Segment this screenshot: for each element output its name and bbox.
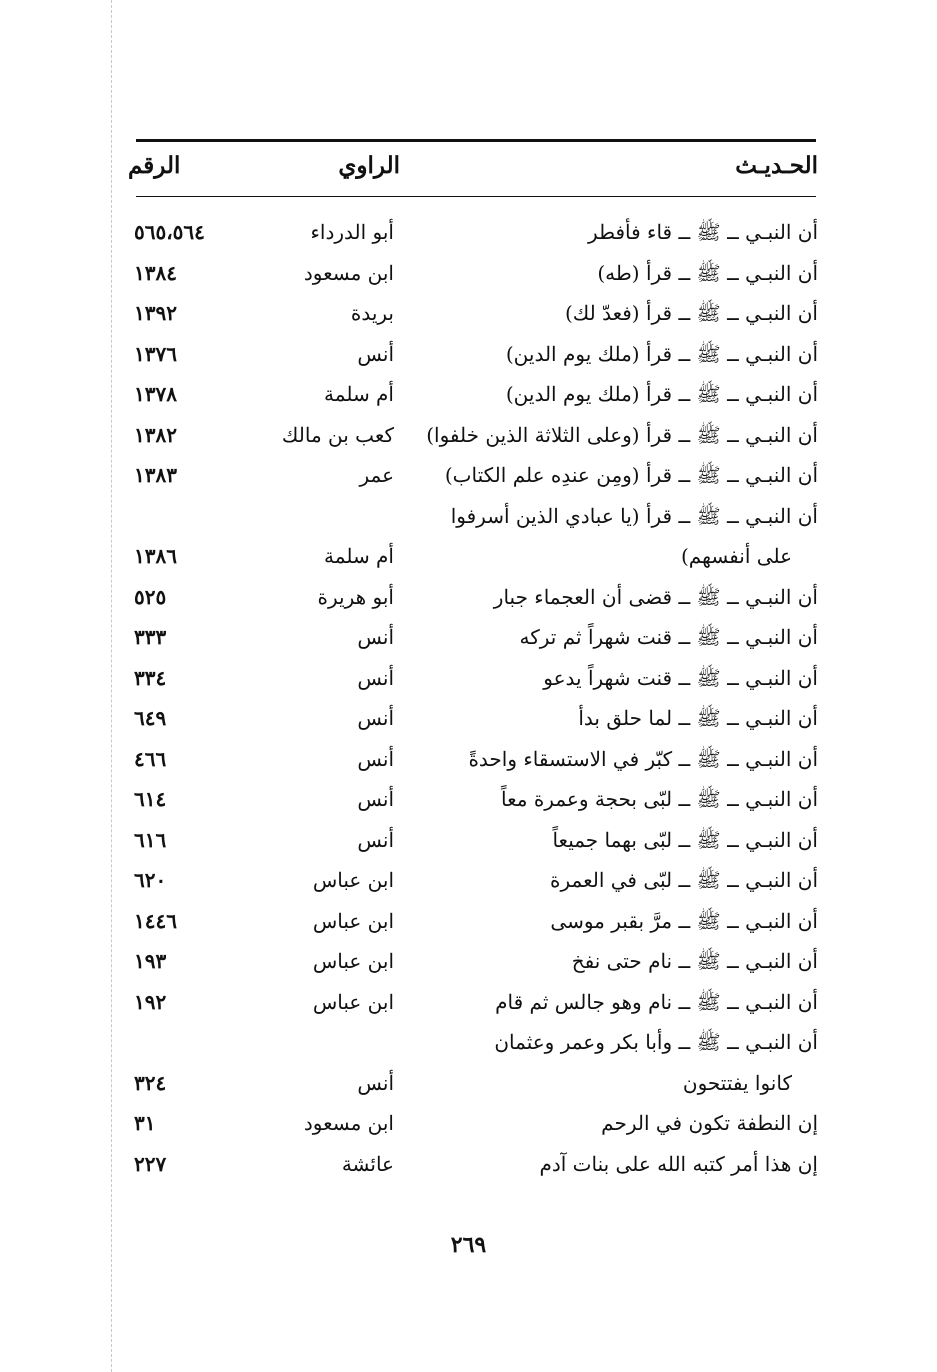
hadith-number: ٦١٤ bbox=[134, 787, 167, 811]
narrator-name: ابن عباس bbox=[312, 908, 394, 933]
hadith-text: أن النبـي ــ ﷺ ــ لما حلق بدأ bbox=[578, 706, 818, 730]
table-row bbox=[120, 619, 820, 660]
table-row bbox=[120, 538, 820, 579]
narrator-name: أنس bbox=[357, 1070, 394, 1095]
header-rule bbox=[136, 196, 816, 197]
narrator-name: ابن عباس bbox=[312, 989, 394, 1014]
hadith-number: ٦١٦ bbox=[134, 827, 167, 852]
table-row bbox=[120, 1065, 820, 1106]
table-row bbox=[120, 457, 820, 498]
table-row bbox=[120, 700, 820, 741]
page-fold-line bbox=[111, 0, 112, 1372]
page-number: ٢٦٩ bbox=[450, 1232, 487, 1258]
narrator-name: أنس bbox=[357, 625, 394, 649]
table-row bbox=[120, 417, 820, 458]
narrator-name: أبو هريرة bbox=[317, 584, 394, 609]
table-row bbox=[120, 1105, 820, 1146]
narrator-name: أم سلمة bbox=[324, 544, 394, 568]
table-row bbox=[120, 781, 820, 822]
table-row bbox=[120, 943, 820, 984]
hadith-number: ١٣٨٢ bbox=[134, 422, 177, 447]
table-row bbox=[120, 903, 820, 944]
hadith-number: ١٣٨٣ bbox=[134, 463, 177, 487]
hadith-text: أن النبـي ــ ﷺ ــ قرأ (طه) bbox=[597, 260, 818, 285]
hadith-number: ١٤٤٦ bbox=[134, 908, 177, 933]
hadith-text: أن النبـي ــ ﷺ ــ كبّر في الاستسقاء واحدةً bbox=[468, 746, 818, 771]
hadith-number: ٦٢٠ bbox=[134, 868, 167, 892]
hadith-text: أن النبـي ــ ﷺ ــ قضى أن العجماء جبار bbox=[493, 584, 818, 609]
narrator-name: بريدة bbox=[350, 301, 394, 325]
narrator-name: ابن عباس bbox=[312, 868, 394, 892]
table-row bbox=[120, 862, 820, 903]
narrator-name: ابن مسعود bbox=[303, 1111, 394, 1135]
header-number: الرقم bbox=[128, 152, 181, 179]
hadith-text: أن النبـي ــ ﷺ ــ وأبا بكر وعمر وعثمان bbox=[494, 1030, 818, 1054]
hadith-number: ١٩٢ bbox=[134, 989, 167, 1014]
table-row bbox=[120, 255, 820, 296]
hadith-text: أن النبـي ــ ﷺ ــ قرأ (ملك يوم الدين) bbox=[505, 382, 818, 406]
hadith-text: إن هذا أمر كتبه الله على بنات آدم bbox=[539, 1151, 818, 1176]
hadith-number: ١٩٣ bbox=[134, 949, 167, 973]
table-row bbox=[120, 336, 820, 377]
hadith-text: أن النبـي ــ ﷺ ــ قنت شهراً يدعو bbox=[543, 665, 818, 690]
narrator-name: أم سلمة bbox=[324, 382, 394, 406]
narrator-name: أنس bbox=[357, 787, 394, 811]
table-row bbox=[120, 984, 820, 1025]
hadith-text: أن النبـي ــ ﷺ ــ لبّى بحجة وعمرة معاً bbox=[501, 787, 818, 811]
narrator-name: أنس bbox=[357, 706, 394, 730]
hadith-number: ٣٣٣ bbox=[134, 625, 167, 649]
hadith-text: أن النبـي ــ ﷺ ــ قنت شهراً ثم تركه bbox=[519, 625, 818, 649]
narrator-name: عمر bbox=[359, 463, 394, 487]
table-row bbox=[120, 1146, 820, 1187]
narrator-name: عائشة bbox=[341, 1151, 394, 1176]
hadith-text: أن النبـي ــ ﷺ ــ قرأ (فعدّ لك) bbox=[564, 301, 818, 325]
hadith-number: ١٣٧٨ bbox=[134, 382, 177, 406]
hadith-text: أن النبـي ــ ﷺ ــ قرأ (ملك يوم الدين) bbox=[505, 341, 818, 366]
table-row bbox=[120, 741, 820, 782]
hadith-number: ١٣٧٦ bbox=[134, 341, 177, 366]
table-row bbox=[120, 376, 820, 417]
table-row bbox=[120, 660, 820, 701]
hadith-text: أن النبـي ــ ﷺ ــ لبّى بهما جميعاً bbox=[552, 827, 818, 852]
hadith-text: أن النبـي ــ ﷺ ــ قرأ (ومِن عندِه علم الكتاب) bbox=[444, 463, 818, 487]
narrator-name: ابن عباس bbox=[312, 949, 394, 973]
hadith-text: إن النطفة تكون في الرحم bbox=[601, 1111, 818, 1135]
narrator-name: أبو الدرداء bbox=[310, 220, 394, 244]
hadith-text: أن النبـي ــ ﷺ ــ لبّى في العمرة bbox=[550, 868, 818, 892]
table-row bbox=[120, 498, 820, 539]
hadith-number: ٣٢٤ bbox=[134, 1070, 167, 1095]
header-narrator: الراوي bbox=[338, 152, 400, 179]
hadith-number: ١٣٨٤ bbox=[134, 260, 177, 285]
hadith-text: أن النبـي ــ ﷺ ــ نام وهو جالس ثم قام bbox=[495, 989, 818, 1014]
table-row bbox=[120, 1024, 820, 1065]
narrator-name: ابن مسعود bbox=[303, 260, 394, 285]
table-header bbox=[120, 150, 820, 186]
table-row bbox=[120, 295, 820, 336]
hadith-text: أن النبـي ــ ﷺ ــ قرأ (وعلى الثلاثة الذين خلفوا) bbox=[426, 422, 818, 447]
narrator-name: أنس bbox=[357, 665, 394, 690]
hadith-number: ٦٤٩ bbox=[134, 706, 167, 730]
top-rule bbox=[136, 139, 816, 142]
table-row bbox=[120, 822, 820, 863]
narrator-name: كعب بن مالك bbox=[281, 422, 394, 447]
narrator-name: أنس bbox=[357, 827, 394, 852]
hadith-number: ٤٦٦ bbox=[134, 746, 167, 771]
hadith-text: كانوا يفتتحون bbox=[682, 1070, 792, 1095]
table-row bbox=[120, 214, 820, 255]
hadith-text: على أنفسهم) bbox=[681, 544, 792, 568]
hadith-number: ١٣٩٢ bbox=[134, 301, 177, 325]
table-row bbox=[120, 579, 820, 620]
hadith-text: أن النبـي ــ ﷺ ــ نام حتى نفخ bbox=[571, 949, 818, 973]
hadith-number: ١٣٨٦ bbox=[134, 544, 177, 568]
narrator-name: أنس bbox=[357, 746, 394, 771]
hadith-number: ٢٢٧ bbox=[134, 1151, 167, 1176]
index-table bbox=[120, 214, 820, 1186]
header-hadith: الحـديـث bbox=[735, 152, 818, 179]
hadith-number: ٥٢٥ bbox=[134, 584, 167, 609]
narrator-name: أنس bbox=[357, 341, 394, 366]
hadith-number: ٣١ bbox=[134, 1111, 156, 1135]
hadith-text: أن النبـي ــ ﷺ ــ مرَّ بقبر موسى bbox=[550, 908, 818, 933]
hadith-number: ٣٣٤ bbox=[134, 665, 167, 690]
hadith-number: ٥٦٥،٥٦٤ bbox=[134, 220, 205, 244]
hadith-text: أن النبـي ــ ﷺ ــ قاء فأفطر bbox=[588, 220, 818, 244]
hadith-text: أن النبـي ــ ﷺ ــ قرأ (يا عبادي الذين أسرفوا bbox=[450, 503, 818, 528]
